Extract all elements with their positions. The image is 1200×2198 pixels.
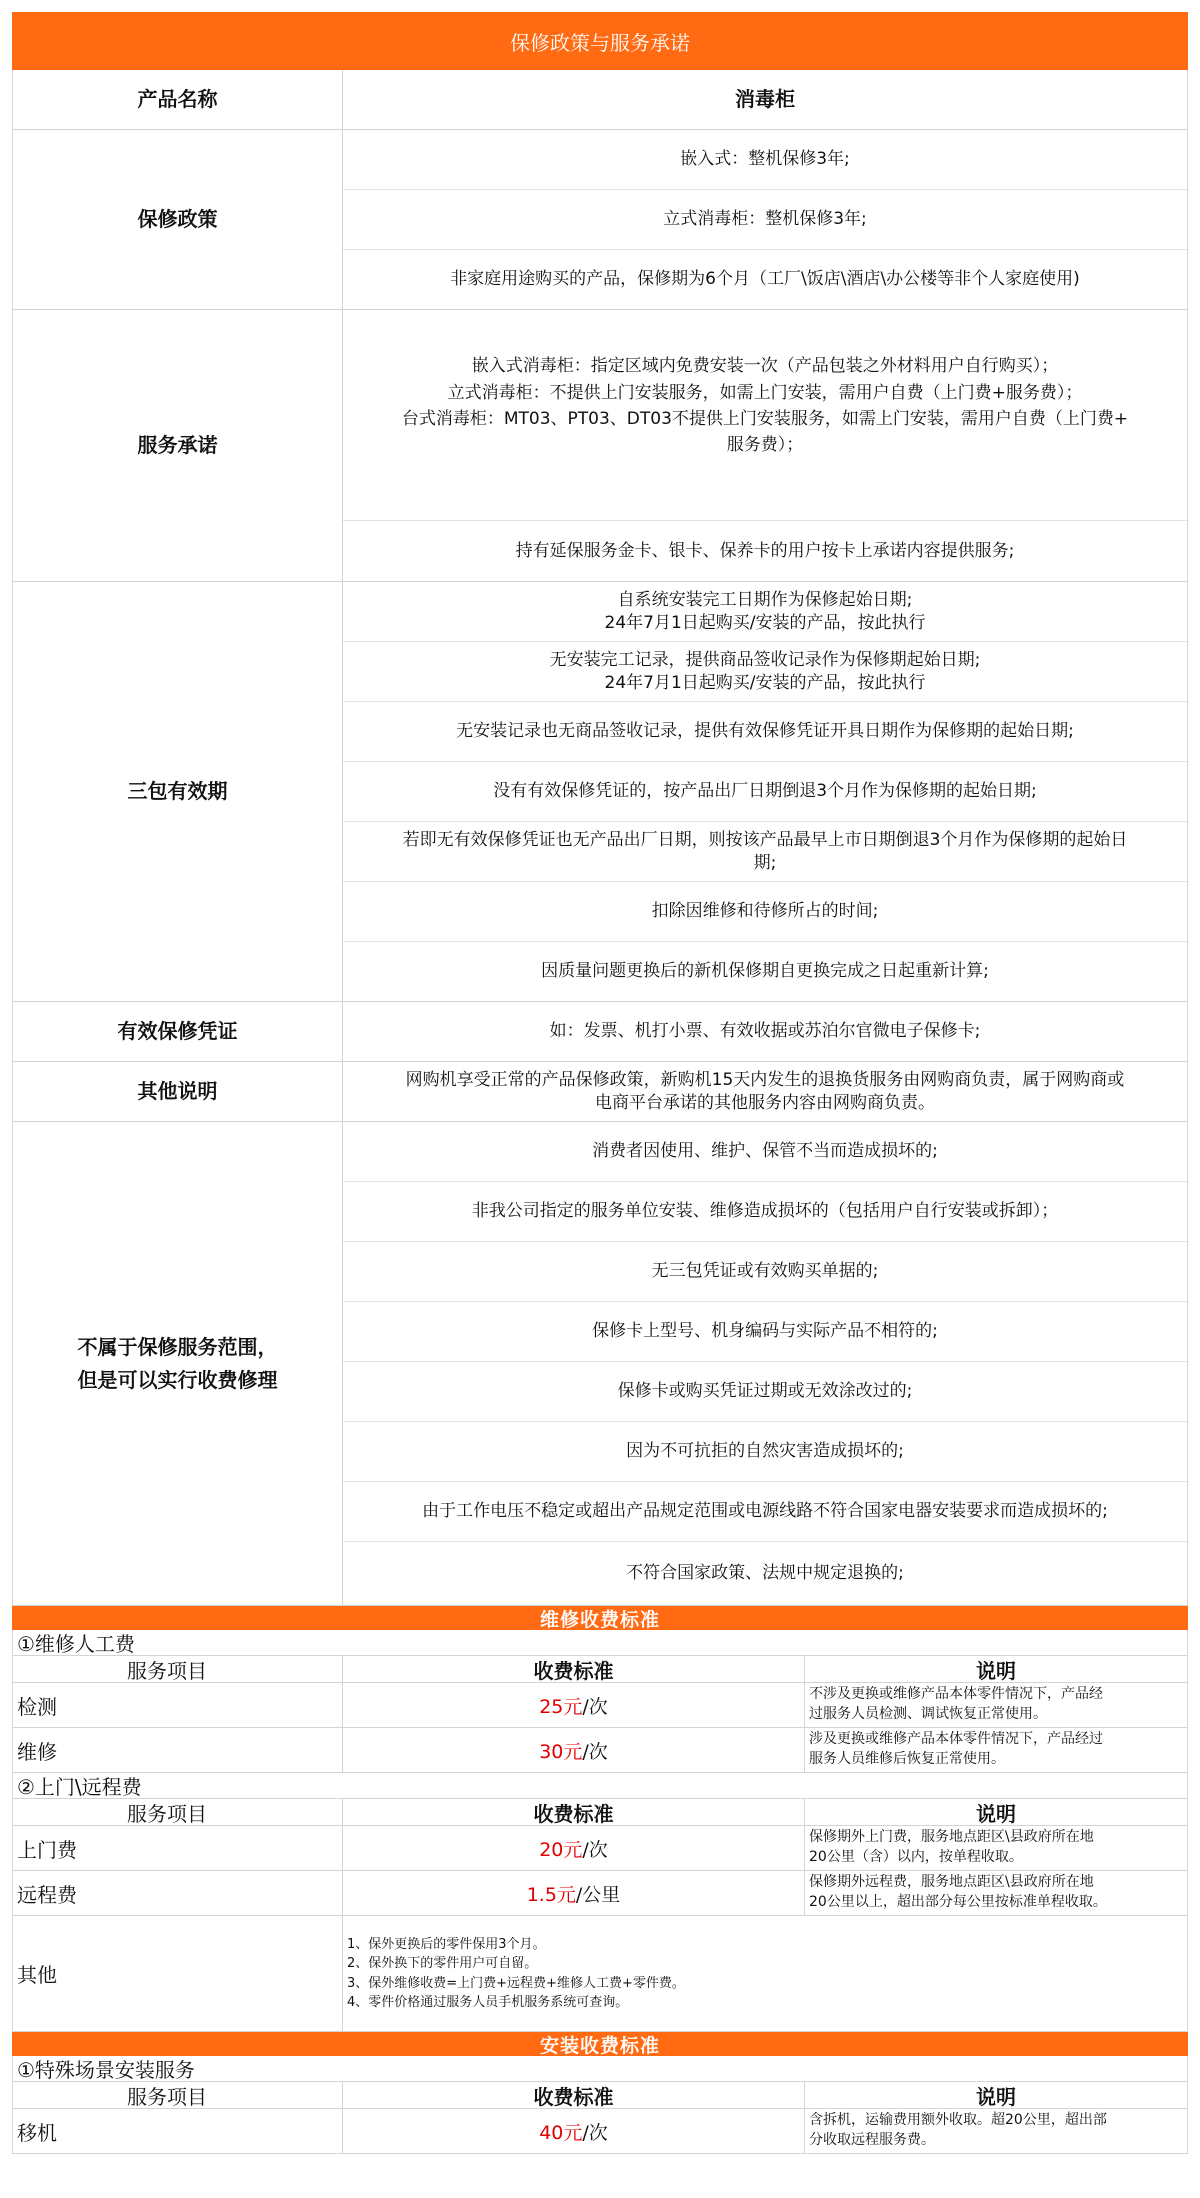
other-row	[13, 1062, 1187, 1122]
note-line: 20公里以上，超出部分每公里按标准单程收取。	[809, 1894, 1107, 1910]
price-unit: /次	[582, 1838, 608, 1861]
product-label: 产品名称	[13, 70, 343, 129]
service-item: 移机	[13, 2109, 343, 2153]
service-note	[805, 1683, 1188, 1727]
note-line: 保修期外远程费，服务地点距区\县政府所在地	[809, 1874, 1094, 1891]
proof-row	[13, 1002, 1187, 1062]
excluded-item: 无三包凭证或有效购买单据的;	[343, 1242, 1187, 1302]
validity-item-5	[343, 822, 1187, 882]
excluded-item: 因为不可抗拒的自然灾害造成损坏的;	[343, 1422, 1187, 1482]
note-line: 2、保外换下的零件用户可自留。	[347, 1956, 538, 1971]
validity-line: 无安装完工记录，提供商品签收记录作为保修期起始日期;	[549, 649, 981, 670]
labor-fee-heading: ①维修人工费	[12, 1630, 1188, 1656]
note-line: 涉及更换或维修产品本体零件情况下，产品经过	[809, 1731, 1103, 1748]
price-amount: 40元	[539, 2121, 583, 2144]
validity-row	[13, 582, 1187, 1002]
product-value: 消毒柜	[735, 87, 795, 111]
col-fee-header: 收费标准	[343, 2082, 805, 2108]
service-label: 服务承诺	[13, 310, 343, 581]
install-table-header	[12, 2082, 1188, 2109]
repair-fee-title: 维修收费标准	[12, 1606, 1188, 1630]
visit-table-header	[12, 1799, 1188, 1826]
excluded-label-line: 但是可以实行收费修理	[77, 1367, 278, 1392]
install-fee-title: 安装收费标准	[12, 2032, 1188, 2056]
service-line: 嵌入式消毒柜：指定区域内免费安装一次（产品包装之外材料用户自行购买）；	[471, 356, 1059, 377]
validity-line: 24年7月1日起购买/安装的产品，按此执行	[604, 672, 926, 693]
excluded-item: 由于工作电压不稳定或超出产品规定范围或电源线路不符合国家电器安装要求而造成损坏的;	[343, 1482, 1187, 1542]
service-item: 维修	[13, 1728, 343, 1772]
excluded-label-line: 不属于保修服务范围，	[77, 1334, 278, 1359]
service-item: 远程费	[13, 1871, 343, 1915]
note-line: 4、零件价格通过服务人员手机服务系统可查询。	[347, 1995, 629, 2010]
note-line: 保修期外上门费，服务地点距区\县政府所在地	[809, 1829, 1094, 1846]
table-row	[12, 1728, 1188, 1773]
service-price	[343, 1871, 805, 1915]
price-unit: /次	[582, 1695, 608, 1718]
service-price	[343, 1728, 805, 1772]
proof-label: 有效保修凭证	[13, 1002, 343, 1061]
validity-line: 若即无有效保修凭证也无产品出厂日期，则按该产品最早上市日期倒退3个月作为保修期的起始日	[402, 829, 1128, 850]
validity-item-4: 没有有效保修凭证的，按产品出厂日期倒退3个月作为保修期的起始日期;	[343, 762, 1187, 822]
col-note-header: 说明	[805, 1799, 1188, 1825]
col-note-header: 说明	[805, 1656, 1188, 1682]
validity-line: 期;	[753, 852, 777, 873]
note-line: 1、保外更换后的零件保用3个月。	[347, 1936, 546, 1952]
col-fee-header: 收费标准	[343, 1656, 805, 1682]
other-line: 网购机享受正常的产品保修政策，新购机15天内发生的退换货服务由网购商负责，属于网购商或	[405, 1069, 1125, 1090]
other-fee-notes	[343, 1916, 1188, 2031]
note-line: 含拆机，运输费用额外收取。超20公里，超出部	[809, 2112, 1107, 2129]
warranty-row	[13, 130, 1187, 310]
other-value	[343, 1062, 1187, 1121]
note-line: 3、保外维修收费=上门费+远程费+维修人工费+零件费。	[347, 1975, 685, 1991]
validity-item-6: 扣除因维修和待修所占的时间;	[343, 882, 1187, 942]
note-line: 20公里（含）以内，按单程收取。	[809, 1849, 1023, 1865]
validity-item-1	[343, 582, 1187, 642]
special-install-heading: ①特殊场景安装服务	[12, 2056, 1188, 2082]
service-price	[343, 1826, 805, 1870]
col-item-header: 服务项目	[13, 2082, 343, 2108]
visit-fee-heading: ②上门\远程费	[12, 1773, 1188, 1799]
service-price	[343, 2109, 805, 2153]
service-row	[13, 310, 1187, 582]
table-row	[12, 1871, 1188, 1916]
warranty-item: 嵌入式：整机保修3年;	[343, 130, 1187, 190]
service-item: 其他	[13, 1916, 343, 2031]
price-unit: /次	[582, 2121, 608, 2144]
table-row	[12, 1683, 1188, 1728]
labor-table-header	[12, 1656, 1188, 1683]
excluded-item: 保修卡或购买凭证过期或无效涂改过的;	[343, 1362, 1187, 1422]
warranty-item: 立式消毒柜：整机保修3年;	[343, 190, 1187, 250]
note-line: 不涉及更换或维修产品本体零件情况下，产品经	[809, 1686, 1103, 1703]
excluded-item: 非我公司指定的服务单位安装、维修造成损坏的（包括用户自行安装或拆卸）；	[343, 1182, 1187, 1242]
service-extra: 持有延保服务金卡、银卡、保养卡的用户按卡上承诺内容提供服务;	[515, 540, 1015, 561]
excluded-label	[13, 1122, 343, 1605]
validity-label: 三包有效期	[13, 582, 343, 1001]
table-row	[12, 2109, 1188, 2154]
service-line: 台式消毒柜：MT03、PT03、DT03不提供上门安装服务，如需上门安装，需用户自费（上门费+	[401, 409, 1129, 429]
validity-line: 24年7月1日起购买/安装的产品，按此执行	[604, 612, 926, 633]
note-line: 分收取远程服务费。	[809, 2132, 935, 2148]
validity-item-3: 无安装记录也无商品签收记录，提供有效保修凭证开具日期作为保修期的起始日期;	[343, 702, 1187, 762]
product-row	[13, 70, 1187, 130]
col-item-header: 服务项目	[13, 1799, 343, 1825]
note-line: 过服务人员检测、调试恢复正常使用。	[809, 1706, 1047, 1722]
col-item-header: 服务项目	[13, 1656, 343, 1682]
excluded-row	[13, 1122, 1187, 1606]
service-note	[805, 1728, 1188, 1772]
service-price	[343, 1683, 805, 1727]
excluded-item: 不符合国家政策、法规中规定退换的;	[626, 1563, 904, 1584]
service-item: 检测	[13, 1683, 343, 1727]
validity-line: 自系统安装完工日期作为保修起始日期;	[617, 589, 913, 610]
warranty-page	[12, 12, 1188, 2154]
col-fee-header: 收费标准	[343, 1799, 805, 1825]
other-line: 电商平台承诺的其他服务内容由网购商负责。	[595, 1092, 935, 1113]
col-note-header: 说明	[805, 2082, 1188, 2108]
proof-value: 如：发票、机打小票、有效收据或苏泊尔官微电子保修卡;	[549, 1021, 981, 1042]
excluded-item: 消费者因使用、维护、保管不当而造成损坏的;	[343, 1122, 1187, 1182]
price-unit: /次	[582, 1740, 608, 1763]
price-amount: 30元	[539, 1740, 583, 1763]
service-line: 服务费）；	[726, 435, 804, 456]
service-line: 立式消毒柜：不提供上门安装服务，如需上门安装，需用户自费（上门费+服务费）；	[447, 382, 1083, 403]
other-label: 其他说明	[13, 1062, 343, 1121]
table-row	[12, 1826, 1188, 1871]
price-amount: 1.5元	[526, 1883, 576, 1906]
validity-item-2	[343, 642, 1187, 702]
page-title: 保修政策与服务承诺	[12, 12, 1188, 70]
warranty-label: 保修政策	[13, 130, 343, 309]
excluded-item: 保修卡上型号、机身编码与实际产品不相符的;	[343, 1302, 1187, 1362]
warranty-item: 非家庭用途购买的产品，保修期为6个月（工厂\饭店\酒店\办公楼等非个人家庭使用)	[450, 269, 1080, 290]
price-amount: 20元	[539, 1838, 583, 1861]
other-fee-row	[12, 1916, 1188, 2032]
validity-item-7: 因质量问题更换后的新机保修期自更换完成之日起重新计算;	[541, 961, 989, 982]
note-line: 服务人员维修后恢复正常使用。	[809, 1751, 1005, 1767]
service-item: 上门费	[13, 1826, 343, 1870]
service-note	[805, 1826, 1188, 1870]
service-note	[805, 2109, 1188, 2153]
price-amount: 25元	[539, 1695, 583, 1718]
price-unit: /公里	[575, 1883, 621, 1906]
service-note	[805, 1871, 1188, 1915]
policy-table	[12, 70, 1188, 1606]
service-commitment-text	[343, 310, 1187, 521]
